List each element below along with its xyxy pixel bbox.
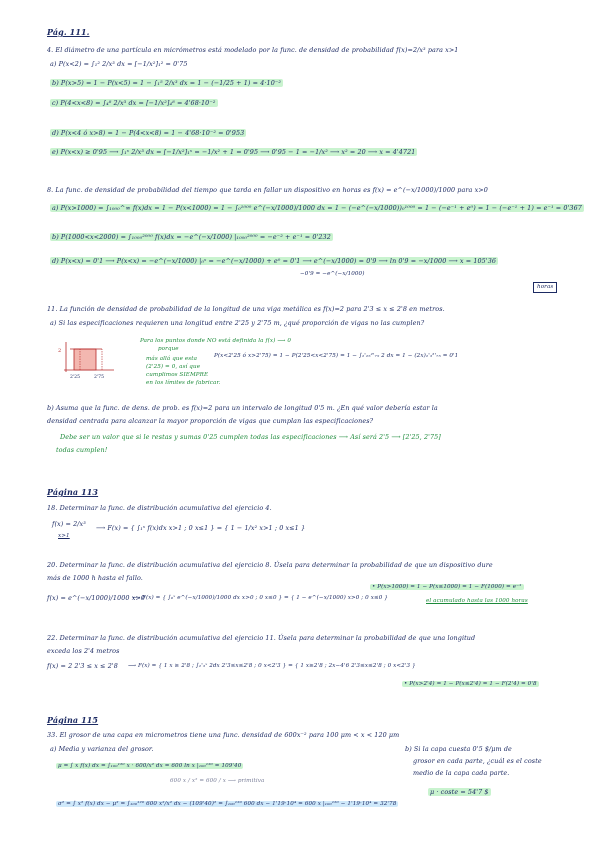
- ex22-density: f(x) = 2 2'3 ≤ x ≤ 2'8: [47, 662, 118, 670]
- ex4-c: c) P(4<x<8) = ∫₄⁸ 2/x³ dx = [−1/x²]₄⁸ = 4'68·10⁻²: [52, 99, 216, 107]
- ex33-mean-note: 600 x / x² = 600 / x ⟶ primitiva: [170, 778, 265, 784]
- ex33-variance: σ² = ∫ x² f(x) dx − μ² = ∫₁₀₀¹²⁰ 600 x²/x² dx − (109'40)² = ∫₁₀₀¹²⁰ 600 dx − 1'19·10⁴ = 600 x |₁₀₀¹²⁰ − 1'19·10⁴ = 32'78: [58, 801, 397, 807]
- ex8-d-step: −0'9 = −e^(−x/1000): [300, 271, 365, 277]
- ex18-lhs: f(x) = 2/x³: [52, 520, 86, 528]
- ex11-plot: [58, 340, 118, 380]
- ex18-cdf: ⟶ F(x) = { ∫₁ˣ f(x)dx x>1 ; 0 x≤1 } = { 1 − 1/x² x>1 ; 0 x≤1 }: [96, 524, 306, 532]
- section-heading-p113: Página 113: [47, 487, 99, 497]
- ex22-title-cont: exceda los 2'4 metros: [47, 647, 120, 655]
- ex11-b: b) Asuma que la func. de dens. de prob. es f(x)=2 para un intervalo de longitud 0'5 m. ¿En qué valor debería estar la: [47, 404, 438, 412]
- ex4-a: a) P(x<2) = ∫₁² 2/x³ dx = [−1/x²]₁² = 0'75: [50, 60, 188, 68]
- ex20-probability-note: el acumulado hasta las 1000 horas: [426, 598, 528, 604]
- ex20-cdf: ⟶ F(x) = { ∫₀ˣ e^(−x/1000)/1000 dx x>0 ; 0 x≤0 } = { 1 − e^(−x/1000) x>0 ; 0 x≤0 }: [132, 595, 388, 601]
- ex11-a-calc: P(x<2'25 ó x>2'75) = 1 − P(2'25<x<2'75) = 1 − ∫₂'₂₅²'₇₅ 2 dx = 1 − (2x)₂'₃²'₇₅ = 0'1: [214, 353, 459, 359]
- ex33-b-cont-2: medio de la capa cada parte.: [413, 769, 510, 777]
- ex11-note-5: cumplimos SIEMPRE: [146, 372, 209, 378]
- ex33-b: b) Si la capa cuesta 0'5 $/μm de: [405, 745, 512, 753]
- ex8-b: b) P(1000<x<2000) = ∫₁₀₀₀²⁰⁰⁰ f(x)dx = −e^(−x/1000) |₁₀₀₀²⁰⁰⁰ = −e⁻² + e⁻¹ = 0'232: [52, 233, 331, 241]
- ex20-title-cont: más de 1000 h hasta el fallo.: [47, 574, 143, 582]
- ex33-mean: μ = ∫ x f(x) dx = ∫₁₀₀¹²⁰ x · 600/x² dx = 600 ln x |₁₀₀¹²⁰ = 109'40: [58, 763, 242, 769]
- ex11-b-answer-cont: todas cumplen!: [56, 446, 108, 454]
- ex11-b-answer: Debe ser un valor que si le restas y sumas 0'25 cumplen todas las especificaciones ⟶ Así será 2'5 ⟶ [2'25, 2'75]: [60, 433, 441, 441]
- ex22-cdf: ⟶ F(x) = { 1 x ≥ 2'8 ; ∫₂'₃ˣ 2dx 2'3≤x≤2'8 ; 0 x<2'3 } = { 1 x≥2'8 ; 2x−4'6 2'3≤x≤2'8 ; 0 x<2'3 }: [128, 663, 416, 669]
- section-heading-p115: Página 115: [47, 715, 99, 725]
- ex22-probability: • P(x>2'4) = 1 − P(x≤2'4) = 1 − F(2'4) = 0'8: [404, 681, 537, 687]
- ex11-note-4: (2'25) = 0, así que: [146, 364, 201, 370]
- ex22-title: 22. Determinar la func. de distribución acumulativa del ejercicio 11. Úsela para determinar la probabilidad de que una longitud: [47, 634, 476, 642]
- ex33-a: a) Media y varianza del grosor.: [50, 745, 154, 753]
- ex11-note-3: más allá que esta: [146, 356, 198, 362]
- ex20-title: 20. Determinar la func. de distribución acumulativa del ejercicio 8. Úsela para determinar la probabilidad de que un dispositivo dure: [47, 561, 493, 569]
- ex11-a: a) Si las especificaciones requieren una longitud entre 2'25 y 2'75 m, ¿qué proporción de vigas no las cumplen?: [50, 319, 425, 327]
- ex11-plot-x2: 2'75: [94, 375, 105, 380]
- ex20-density: f(x) = e^(−x/1000)/1000 x>0: [47, 594, 146, 602]
- ex4-e: e) P(x<x) ≥ 0'95 ⟶ ∫₁ˣ 2/x³ dx = [−1/x²]₁ˣ = −1/x² + 1 = 0'95 ⟶ 0'95 − 1 = −1/x² ⟶ x² = 20 ⟶ x = 4'4721: [52, 148, 416, 156]
- ex11-note-6: en los límites de fabricar.: [146, 380, 221, 386]
- ex11-title: 11. La función de densidad de probabilidad de la longitud de una viga metálica es f(x)=2 para 2'3 ≤ x ≤ 2'8 en metros.: [47, 305, 445, 313]
- ex4-title: 4. El diámetro de una partícula en micrómetros está modelado por la func. de densidad de probabilidad f(x)=2/x³ para x>1: [47, 46, 459, 54]
- ex18-lhs-cond: x>1: [58, 533, 70, 539]
- ex4-d: d) P(x<4 ó x>8) = 1 − P(4<x<8) = 1 − 4'68·10⁻² = 0'953: [52, 129, 245, 137]
- ex4-b: b) P(x>5) = 1 − P(x<5) = 1 − ∫₁⁵ 2/x³ dx = 1 − (−1/25 + 1) = 4·10⁻²: [52, 79, 281, 87]
- ex8-d: d) P(x<x) = 0'1 ⟶ P(x<x) = −e^(−x/1000) |₀ˣ = −e^(−x/1000) + e⁰ = 0'1 ⟶ e^(−x/1000) = 0'9 ⟶ ln 0'9 = −x/1000 ⟶ x = 105'36: [52, 257, 497, 265]
- ex8-a: a) P(x>1000) = ∫₁₀₀₀^∞ f(x)dx = 1 − P(x<1000) = 1 − ∫₀¹⁰⁰⁰ e^(−x/1000)/1000 dx = 1 − (−e^(−x/1000))₀¹⁰⁰⁰ = 1 − (−e⁻¹ + e⁰) = 1 − (−e⁻¹ + 1) = e⁻¹ = 0'367: [52, 204, 582, 212]
- ex8-title: 8. La func. de densidad de probabilidad del tiempo que tarda en fallar un dispositivo en horas es f(x) = e^(−x/1000)/1000 para x>0: [47, 186, 488, 194]
- ex33-title: 33. El grosor de una capa en micrometros tiene una func. densidad de 600x⁻² para 100 μm < x < 120 μm: [47, 731, 400, 739]
- ex33-b-cont-1: grosor en cada parte, ¿cuál es el coste: [413, 757, 542, 765]
- ex8-d-units-box: horas: [533, 282, 557, 293]
- ex11-plot-x1: 2'25: [70, 375, 81, 380]
- ex11-note-1: Para los puntos donde NO está definida la f(x) ⟶ 0: [140, 338, 291, 344]
- section-heading-p111: Pág. 111.: [47, 27, 90, 37]
- ex11-b-cont: densidad centrada para alcanzar la mayor proporción de vigas que cumplan las especificaciones?: [47, 417, 374, 425]
- ex18-title: 18. Determinar la func. de distribución acumulativa del ejercicio 4.: [47, 504, 272, 512]
- ex11-plot-ylabel: 2: [58, 348, 62, 354]
- ex20-probability: • P(x>1000) = 1 − P(x≤1000) = 1 − F(1000) = e⁻¹: [372, 584, 522, 590]
- ex11-note-2: porque: [158, 346, 179, 352]
- ex33-b-answer: μ · coste = 54'7 $: [430, 788, 489, 796]
